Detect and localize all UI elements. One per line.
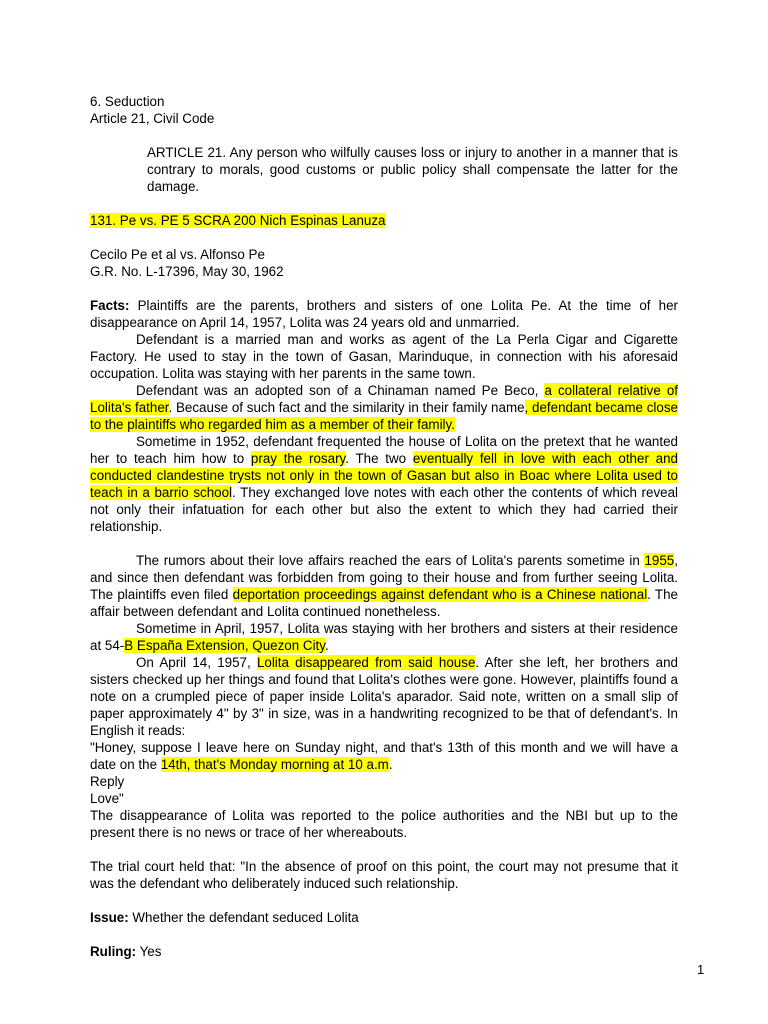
issue-line: Issue: Whether the defendant seduced Lolita <box>90 910 359 925</box>
facts-paragraph-2: Defendant is a married man and works as agent of the La Perla Cigar and Cigarette Factory. He used to stay in the town of Gasan, Marinduque, in connection with his aforesaid occupation. Lolita was staying with her parents in the same town. <box>90 332 678 381</box>
note-reply: Reply <box>90 774 125 789</box>
article-reference: Article 21, Civil Code <box>90 111 215 126</box>
case-number: G.R. No. L-17396, May 30, 1962 <box>90 264 284 279</box>
document-body <box>90 93 678 960</box>
page-number: 1 <box>697 962 705 977</box>
note-love: Love" <box>90 791 124 806</box>
article-text <box>101 144 678 195</box>
facts-paragraph-6: Sometime in April, 1957, Lolita was staying with her brothers and sisters at their residence at 54-B España Extension, Quezon City. <box>90 621 678 653</box>
trial-court-paragraph: The trial court held that: "In the absence of proof on this point, the court may not presume that it was the defendant who deliberately induced such relationship. <box>90 859 678 891</box>
case-reference <box>90 212 678 229</box>
case-reference-highlight: 131. Pe vs. PE 5 SCRA 200 Nich Espinas Lanuza <box>90 213 386 228</box>
article-body: ARTICLE 21. Any person who wilfully causes loss or injury to another in a manner that is contrary to morals, good customs or public policy shall compensate the latter for the damage. <box>147 145 678 194</box>
facts-paragraph-3: Defendant was an adopted son of a Chinaman named Pe Beco, a collateral relative of Lolita's father. Because of such fact and the similarity in their family name, defendant became close to the plaintiffs who regarded him as a member of their family. <box>90 383 679 432</box>
facts-paragraph-4: Sometime in 1952, defendant frequented the house of Lolita on the pretext that he wanted her to teach him how to pray the rosary. The two eventually fell in love with each other and conducted clandestine trysts not only in the town of Gasan but also in Boac where Lolita used to teach in a barrio school. They exchanged love notes with each other the contents of which reveal not only their infatuation for each other but also the extent to which they had carried their relationship. <box>90 434 679 534</box>
case-parties: Cecilo Pe et al vs. Alfonso Pe <box>90 247 265 262</box>
facts-paragraph-5: The rumors about their love affairs reached the ears of Lolita's parents sometime in 1955, and since then defendant was forbidden from going to their house and from further seeing Lolita. The plaintiffs even filed deportation proceedings against defendant who is a Chinese national. The affair between defendant and Lolita continued nonetheless. <box>90 553 678 619</box>
facts-label: Facts: <box>90 298 130 313</box>
note-text: "Honey, suppose I leave here on Sunday night, and that's 13th of this month and we will have a date on the 14th, that's Monday morning at 10 a.m. <box>90 740 678 772</box>
facts-paragraph-8: The disappearance of Lolita was reported to the police authorities and the NBI but up to the present there is no news or trace of her whereabouts. <box>90 808 678 840</box>
section-heading: 6. Seduction <box>90 94 165 109</box>
ruling-label: Ruling: <box>90 944 137 959</box>
facts-paragraph-1: Facts: Plaintiffs are the parents, brothers and sisters of one Lolita Pe. At the time of her disappearance on April 14, 1957, Lolita was 24 years old and unmarried. <box>90 298 678 330</box>
facts-paragraph-7: On April 14, 1957, Lolita disappeared from said house. After she left, her brothers and sisters checked up her things and found that Lolita's clothes were gone. However, plaintiffs found a note on a crumpled piece of paper inside Lolita's aparador. Said note, written on a small slip of paper approximately 4" by 3" in size, was in a handwriting recognized to be that of defendant's. In English it reads: <box>90 655 678 738</box>
issue-label: Issue: <box>90 910 129 925</box>
ruling-line: Ruling: Yes <box>90 944 162 959</box>
